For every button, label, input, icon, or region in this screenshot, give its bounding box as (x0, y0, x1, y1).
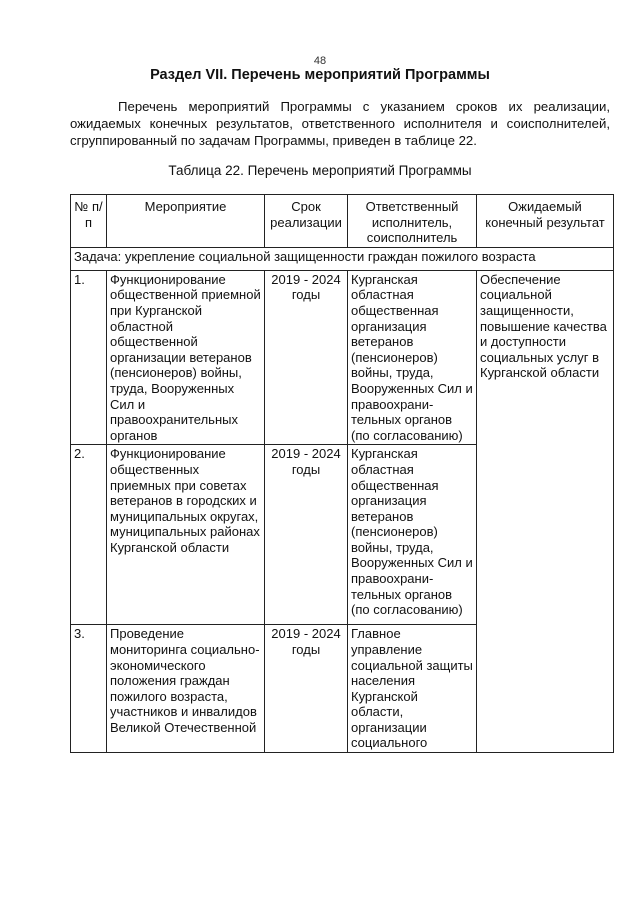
row-num: 1. (71, 270, 107, 445)
row-deadline: 2019 - 2024 годы (265, 445, 348, 625)
row-executor: Курганская областная общественная организация ветеранов (пенсионеров) войны, труда, Вооруженных Сил и правоохрани-тельных органов (по согласованию) (348, 445, 477, 625)
page-number: 48 (313, 55, 327, 67)
table-row (71, 270, 614, 445)
table-header-row (71, 195, 614, 248)
header-activity: Мероприятие (107, 195, 265, 248)
table-caption: Таблица 22. Перечень мероприятий Программы (168, 163, 472, 178)
task-cell: Задача: укрепление социальной защищенности граждан пожилого возраста (71, 247, 614, 270)
programme-table (70, 194, 614, 753)
header-executor: Ответственный исполнитель, соисполнитель (348, 195, 477, 248)
expected-result-cell: Обеспечение социальной защищенности, повышение качества и доступности социальных услуг в Курганской области (477, 270, 614, 752)
row-activity: Функционирование общественных приемных при советах ветеранов в городских и муниципальных округах, муниципальных районах Курганской области (107, 445, 265, 625)
row-deadline: 2019 - 2024 годы (265, 625, 348, 753)
header-deadline: Срок реализации (265, 195, 348, 248)
section-title: Раздел VII. Перечень мероприятий Программы (150, 67, 490, 83)
row-num: 3. (71, 625, 107, 753)
row-deadline: 2019 - 2024 годы (265, 270, 348, 445)
row-executor: Курганская областная общественная организация ветеранов (пенсионеров) войны, труда, Вооруженных Сил и правоохрани-тельных органов (по согласованию) (348, 270, 477, 445)
row-executor: Главное управление социальной защиты населения Курганской области, организации социального (348, 625, 477, 753)
intro-paragraph: Перечень мероприятий Программы с указанием сроков их реализации, ожидаемых конечных результатов, ответственного исполнителя и соисполнителей, сгруппированный по задачам Программы, приведен в таблице 22. (70, 99, 610, 148)
task-row (71, 247, 614, 270)
row-activity: Проведение мониторинга социально-экономического положения граждан пожилого возраста, участников и инвалидов Великой Отечественной (107, 625, 265, 753)
header-result: Ожидаемый конечный результат (477, 195, 614, 248)
row-num: 2. (71, 445, 107, 625)
row-activity: Функционирование общественной приемной при Курганской областной общественной организации ветеранов (пенсионеров) войны, труда, Вооруженных Сил и правоохранительных органов (107, 270, 265, 445)
header-num: № п/п (71, 195, 107, 248)
